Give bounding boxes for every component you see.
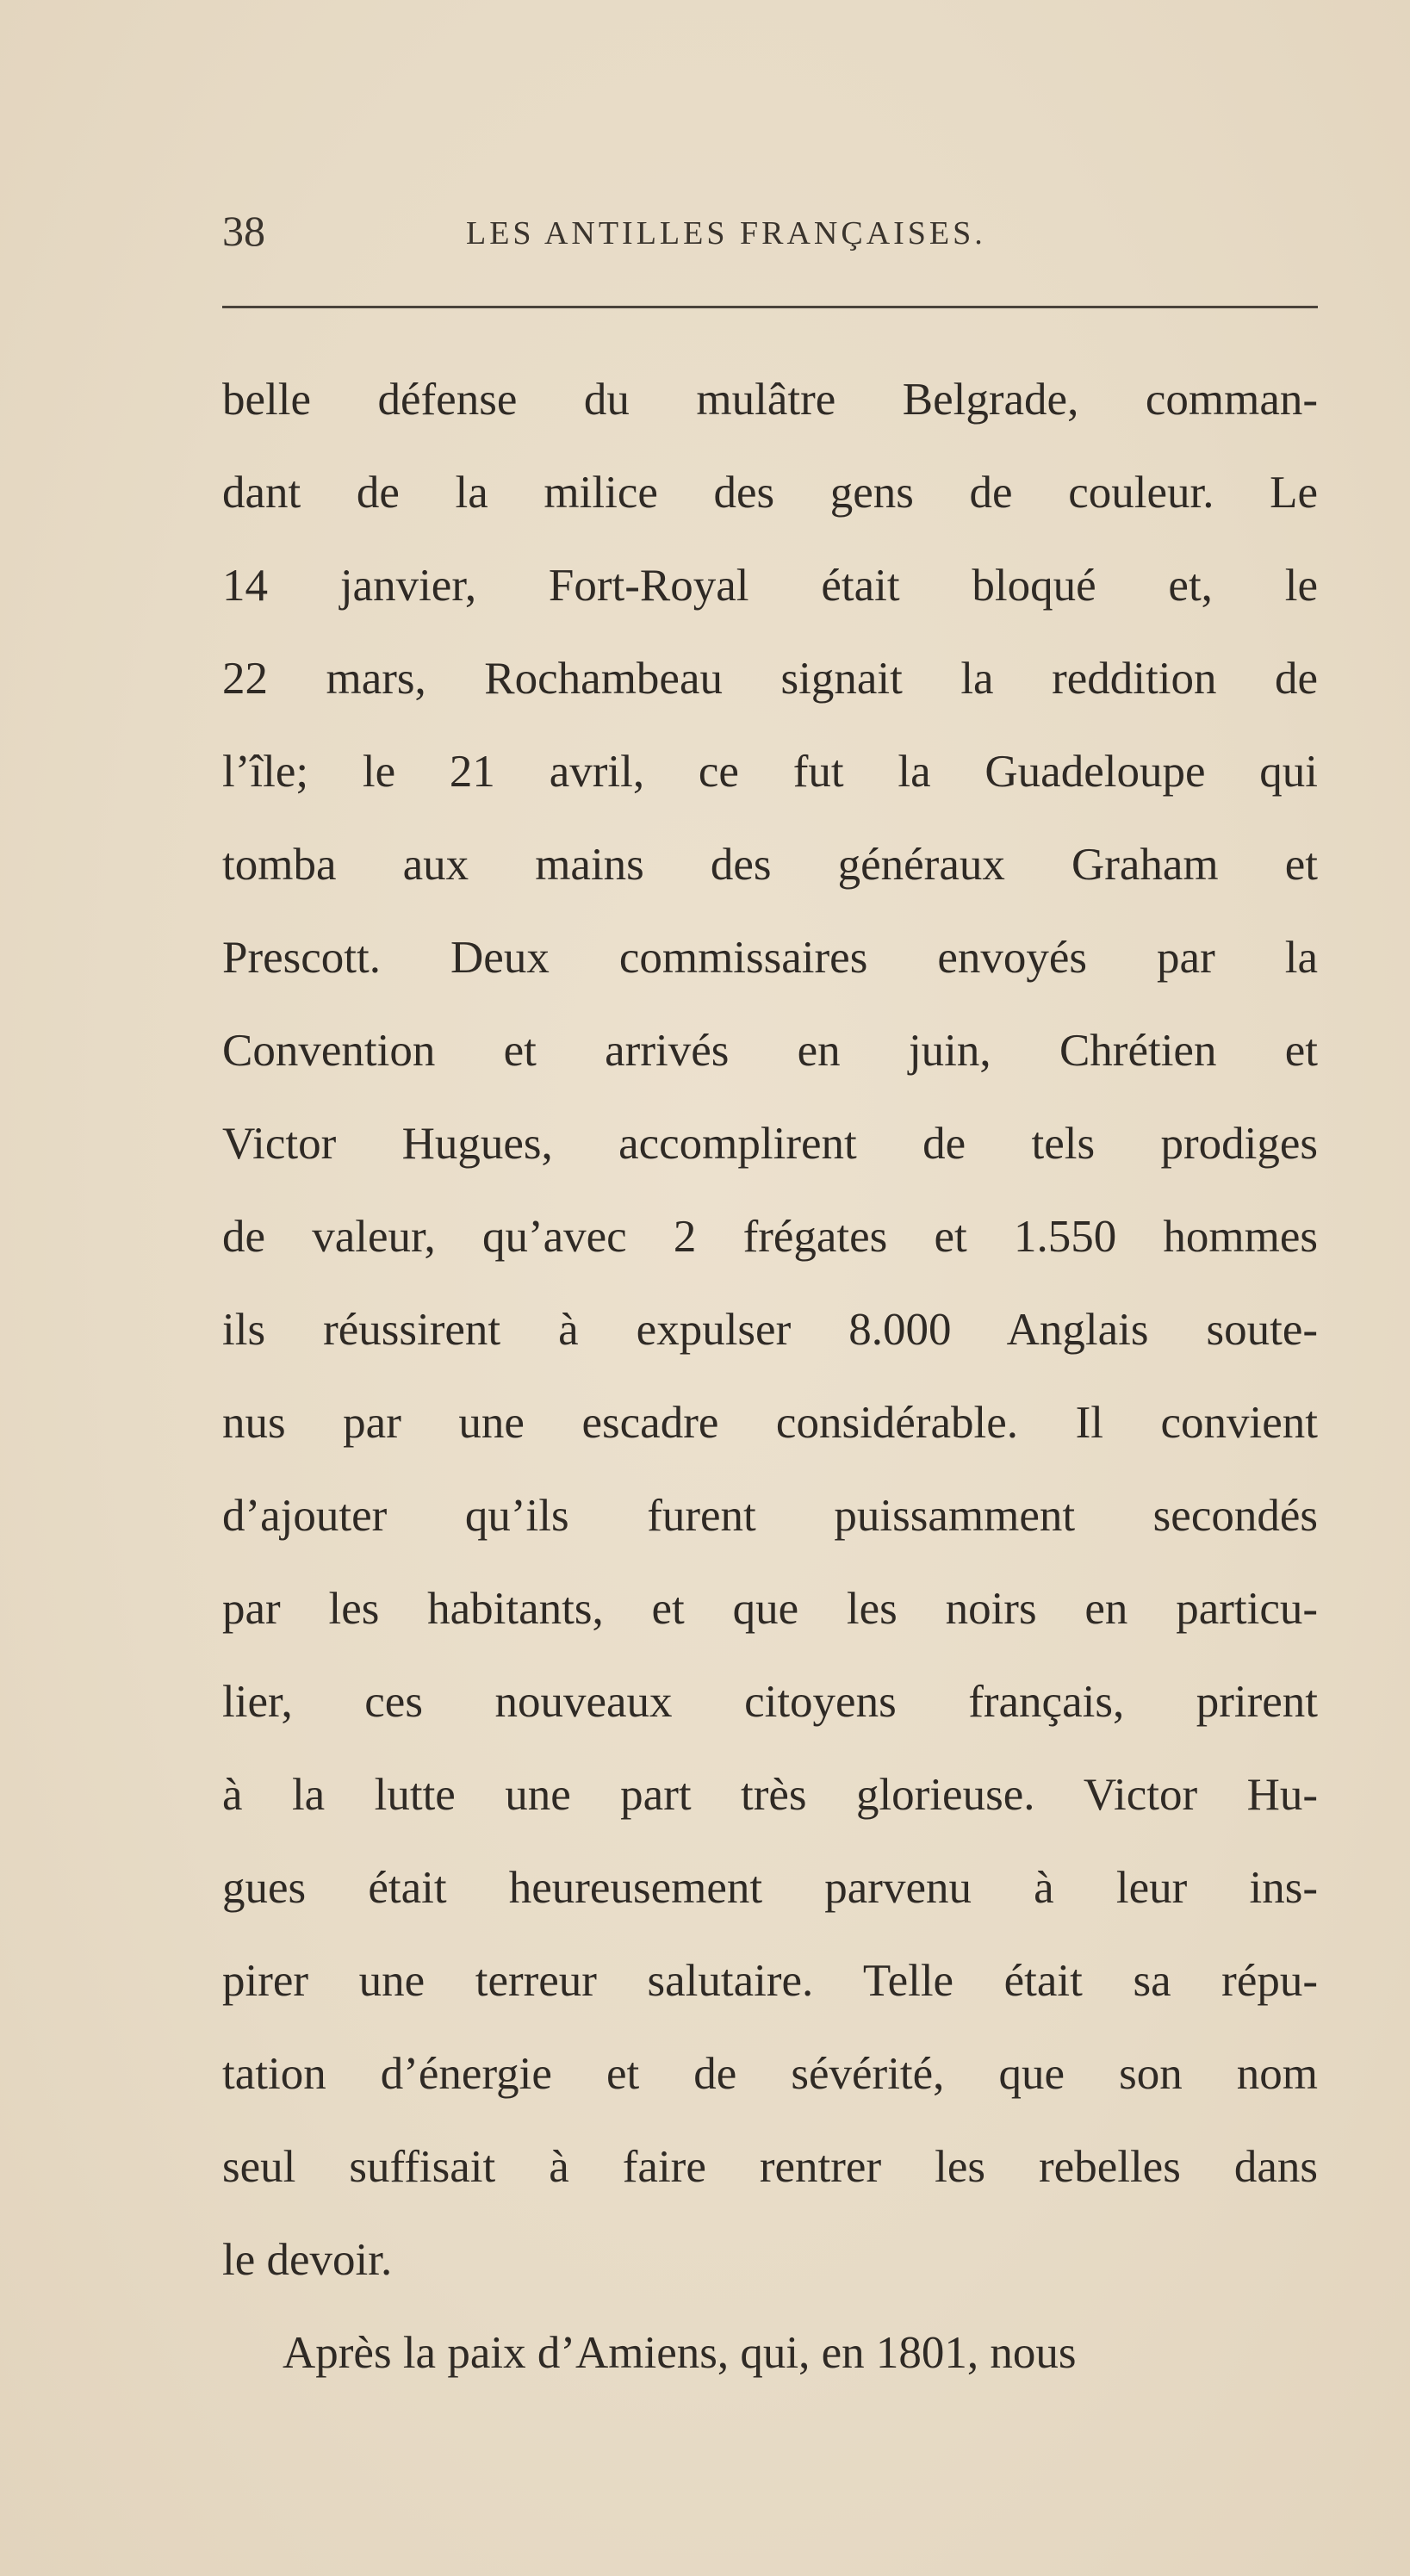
text-line: nus par une escadre considérable. Il convient <box>222 1398 1318 1448</box>
text-line: à la lutte une part très glorieuse. Victor Hu- <box>222 1770 1318 1820</box>
text-line: par les habitants, et que les noirs en particu- <box>222 1584 1318 1634</box>
text-line: Convention et arrivés en juin, Chrétien et <box>222 1026 1318 1076</box>
text-line: 22 mars, Rochambeau signait la reddition de <box>222 654 1318 704</box>
text-line: Victor Hugues, accomplirent de tels prodiges <box>222 1119 1318 1169</box>
page-number: 38 <box>222 207 265 255</box>
running-title: LES ANTILLES FRANÇAISES. <box>466 215 986 251</box>
header-rule <box>222 306 1318 308</box>
text-line: pirer une terreur salutaire. Telle était sa répu- <box>222 1956 1318 2006</box>
text-line: tomba aux mains des généraux Graham et <box>222 840 1318 890</box>
text-line: de valeur, qu’avec 2 frégates et 1.550 hommes <box>222 1212 1318 1262</box>
text-line: tation d’énergie et de sévérité, que son nom <box>222 2049 1318 2099</box>
text-line: ils réussirent à expulser 8.000 Anglais soute- <box>222 1305 1318 1355</box>
text-line: lier, ces nouveaux citoyens français, prirent <box>222 1677 1318 1727</box>
text-line: d’ajouter qu’ils furent puissamment secondés <box>222 1491 1318 1541</box>
paragraph-start-line: Après la paix d’Amiens, qui, en 1801, nous <box>283 2328 1077 2378</box>
text-line: 14 janvier, Fort-Royal était bloqué et, le <box>222 561 1318 611</box>
body-text <box>222 353 1318 2399</box>
text-line: gues était heureusement parvenu à leur ins- <box>222 1863 1318 1913</box>
page-header <box>222 205 1318 274</box>
text-line: l’île; le 21 avril, ce fut la Guadeloupe qui <box>222 747 1318 797</box>
text-line: Prescott. Deux commissaires envoyés par la <box>222 933 1318 983</box>
text-line: belle défense du mulâtre Belgrade, comman- <box>222 375 1318 425</box>
text-line: le devoir. <box>222 2235 393 2285</box>
text-line: dant de la milice des gens de couleur. Le <box>222 468 1318 518</box>
text-line: seul suffisait à faire rentrer les rebelles dans <box>222 2142 1318 2192</box>
